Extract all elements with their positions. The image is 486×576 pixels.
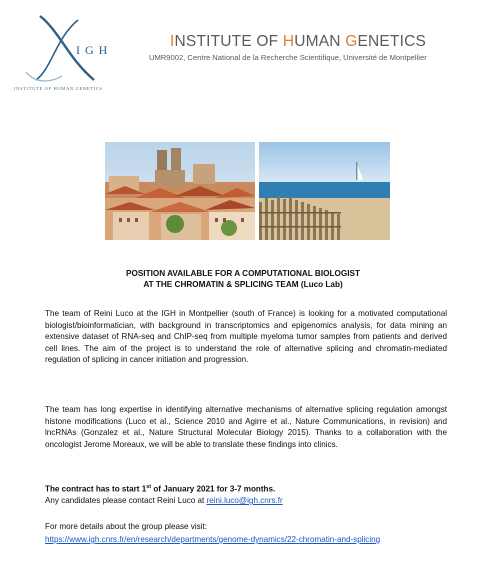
contract-text-end: of January 2021 for 3-7 months. [151, 484, 276, 494]
igh-logo-letters: IGH [76, 43, 113, 57]
contact-info [45, 495, 465, 507]
contact-text: Any candidates please contact Reini Luco at [45, 496, 207, 505]
title-initial-g: G [345, 33, 358, 50]
institute-subtitle: UMR9002, Centre National de la Recherche Scientifique, Université de Montpellier [149, 53, 427, 62]
details-text: For more details about the group please visit: [45, 522, 207, 531]
group-website-link[interactable]: https://www.igh.cnrs.fr/en/research/departments/genome-dynamics/22-chromatin-and-splicing [45, 535, 381, 544]
igh-logo-mark [12, 10, 122, 90]
beach-photo [259, 142, 390, 240]
title-word-institute: NSTITUTE OF [174, 33, 283, 50]
institute-title [170, 33, 426, 51]
contract-info [45, 482, 465, 495]
group-website-link-wrapper [45, 534, 445, 546]
beach-photo-image [259, 142, 390, 240]
title-initial-i: I [170, 33, 175, 50]
position-heading-line2: AT THE CHROMATIN & SPLICING TEAM (Luco Lab) [143, 280, 343, 289]
igh-logo [12, 10, 122, 90]
contract-text-start: The contract has to start 1 [45, 484, 147, 494]
contract-ordinal: st [146, 484, 152, 490]
title-initial-h: H [282, 33, 295, 50]
contact-email-link[interactable]: reini.luco@igh.cnrs.fr [206, 496, 283, 505]
city-photo [105, 142, 255, 240]
title-word-genetics: ENETICS [357, 33, 427, 50]
team-description-paragraph: The team of Reini Luco at the IGH in Montpellier (south of France) is looking for a motivated computational biologist/bioinformatician, with background in transcriptomics and epigenomics analysis, for data mining an extensive dataset of RNA-seq and ChIP-seq from multiple myeloma tumor samples from patients and derived cell lines. The aim of the project is to understand the role of alternative splicing and chromatin-mediated regulation of splicing in cancer initiation and progression. [45, 309, 447, 365]
city-photo-image [105, 142, 255, 240]
logo-caption: INSTITUTE OF HUMAN GENETICS [14, 86, 103, 91]
position-heading-line1: POSITION AVAILABLE FOR A COMPUTATIONAL BIOLOGIST [126, 269, 360, 278]
expertise-paragraph: The team has long expertise in identifying alternative mechanisms of alternative splicing regulation amongst histone modifications (Luco et al., Science 2010 and Agirre et al., Nature Communications, in revision) and lncRNAs (Gonzalez et al., Nature Structural Molecular Biology 2015). Thanks to a collaboration with the oncologist Jerome Moreaux, we will be able to translate these findings into clinics. [45, 405, 447, 449]
title-word-human: UMAN [294, 33, 346, 50]
